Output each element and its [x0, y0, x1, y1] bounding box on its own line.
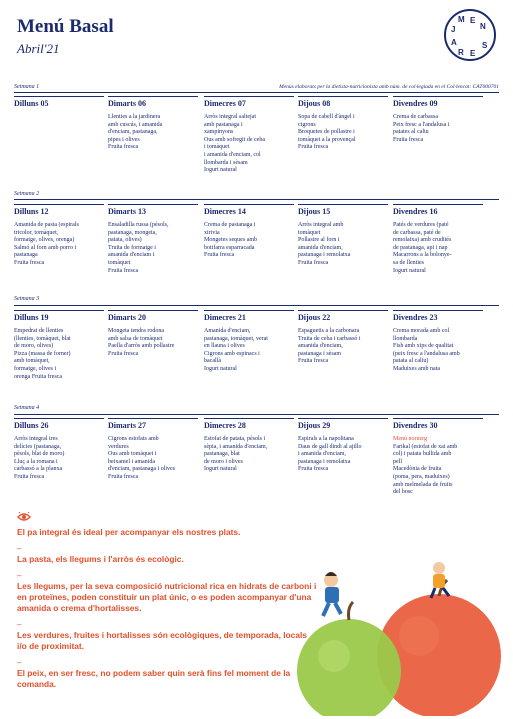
day-cell	[393, 204, 483, 275]
special-menu-badge: Menú noruerg	[393, 436, 428, 442]
day-heading: Divendres 09	[393, 96, 483, 110]
day-cell	[393, 310, 483, 374]
week-label: Setmana 3	[14, 296, 40, 302]
children-on-apples-illustration	[289, 556, 509, 716]
day-cell	[204, 204, 294, 260]
credit-line: Menús elaborats per la dietista-nutricionista amb núm. de col·legiada en el Col·lencat: CAT000701	[279, 84, 499, 90]
day-menu: Crema morada amb col llombarda Fish amb xips de qualitat (peix fresc a l'andalusa amb patata al caliu) Maduixes amb nata	[393, 328, 460, 372]
day-menu: Menú noruerg Farikal (estofat de xai amb col) i patata bullida amb pell Macedònia de fruita (poma, pera, maduixes) amb melmelada de fruits del bosc	[393, 436, 483, 497]
day-menu: Crema de pastanaga i xirivia Mongetes seques amb botifarra esparracada Fruita fresca	[204, 222, 257, 259]
day-menu: Patés de verdures (paté de carbassa, paté de remolatxa) amb crudités de pastanaga, api i nap Macarrons a la bolonye- sa de llenties Iogurt natural	[393, 222, 452, 274]
day-heading: Dimarts 13	[108, 204, 198, 218]
day-cell	[204, 310, 294, 374]
day-cell	[298, 310, 388, 366]
logo-letter: S	[482, 41, 488, 50]
day-heading: Divendres 30	[393, 418, 483, 432]
day-menu: Espirals a la napolitana Daus de gall dindi al ajillo i amanida d'enciam, pastanaga i remolatxa Fruita fresca	[298, 436, 362, 473]
day-heading: Dimarts 06	[108, 96, 198, 110]
day-heading: Dimarts 27	[108, 418, 198, 432]
day-heading: Dimecres 14	[204, 204, 294, 218]
day-menu: Mongeta tendra rodona amb salsa de tomàquet Paella d'arròs amb pollastre Fruita fresca	[108, 328, 175, 357]
day-menu: Ensaladilla russa (pèsols, pastanaga, mongeta, patata, olives) Truita de formatge i amanida d'enciam i tomàquet Fruita fresca	[108, 222, 169, 274]
notes-section	[17, 511, 317, 690]
day-cell	[14, 204, 104, 268]
day-cell	[108, 96, 198, 152]
day-cell	[108, 418, 198, 482]
day-cell	[298, 204, 388, 268]
day-cell	[204, 96, 294, 175]
eye-icon	[17, 511, 317, 525]
day-heading: Divendres 23	[393, 310, 483, 324]
logo-letter: E	[470, 49, 476, 58]
divider: –	[17, 544, 22, 553]
day-menu: Arròs integral tres delícies (pastanaga, pèsols, blat de moro) Lluç a la romana i carbassó a la planxa Fruita fresca	[14, 436, 65, 480]
week-label: Setmana 4	[14, 405, 40, 411]
child-figure-left	[323, 572, 341, 616]
day-menu: Amanida d'enciam, pastanaga, tomàquet, verat en llauna i olives Cigrons amb espinacs i bacallà Iogurt natural	[204, 328, 268, 372]
day-cell	[393, 96, 483, 144]
logo-letter: A	[451, 38, 457, 47]
divider: –	[17, 620, 22, 629]
day-cell	[298, 418, 388, 474]
day-menu: Arròs integral saltejat amb pastanaga i xampinyons Ous amb sofregit de ceba i tomàquet i amanida d'enciam, col llombarda i sèsam Iogurt natural	[204, 114, 265, 174]
day-cell	[393, 418, 483, 497]
note-text: La pasta, els llegums i l'arròs és ecològic.	[17, 554, 184, 564]
day-heading: Dilluns 12	[14, 204, 104, 218]
logo-letter: N	[480, 22, 486, 31]
day-heading: Dijous 08	[298, 96, 388, 110]
day-menu: Empedrat de llenties (llenties, tomàquet, blat de moro, olives) Pizza (massa de forner) amb tomàquet, formatge, olives i orenga Fruita fresca	[14, 328, 71, 380]
week-divider	[14, 199, 499, 200]
day-cell	[298, 96, 388, 152]
day-cell	[108, 204, 198, 275]
day-heading: Dilluns 05	[14, 96, 104, 110]
day-cell	[108, 310, 198, 358]
day-heading: Dimecres 28	[204, 418, 294, 432]
day-cell	[14, 310, 104, 381]
day-menu: Estofat de patata, pèsols i sèpia, i amanida d'enciam, pastanaga, blat de moro i olives Iogurt natural	[204, 436, 268, 473]
note-text: Les llegums, per la seva composició nutricional rica en hidrats de carboni i en proteïnes, poden constituir un plat únic, o es poden acompanyar d'una amanida o crema d'hortalisses.	[17, 581, 317, 613]
logo-letter: M	[458, 15, 465, 24]
week-divider	[14, 92, 499, 93]
day-menu: Espaguetis a la carbonara Truita de ceba i carbassó i amanida d'enciam, pastanaga i sèsam Fruita fresca	[298, 328, 361, 365]
day-heading: Dilluns 19	[14, 310, 104, 324]
day-menu: Arròs integral amb tomàquet Pollastre al forn i amanida d'enciam, pastanaga i remolatxa Fruita fresca	[298, 222, 351, 266]
day-cell	[204, 418, 294, 474]
day-heading: Dimecres 21	[204, 310, 294, 324]
day-heading: Dijous 15	[298, 204, 388, 218]
day-heading: Dimecres 07	[204, 96, 294, 110]
logo-letter: E	[470, 16, 476, 25]
page-title: Menú Basal	[17, 16, 114, 37]
day-heading: Dimarts 20	[108, 310, 198, 324]
week-divider	[14, 414, 499, 415]
day-cell	[14, 418, 104, 482]
green-apple	[297, 602, 401, 716]
day-heading: Divendres 16	[393, 204, 483, 218]
week-label: Setmana 1	[14, 84, 40, 90]
day-cell	[14, 96, 104, 110]
day-menu: Amanida de pasta (espirals tricolor, tomàquet, formatge, olives, orenga) Salmó al forn amb porro i pastanaga Fruita fresca	[14, 222, 79, 266]
note-text: El peix, en ser fresc, no podem saber quin serà fins fel moment de la comanda.	[17, 668, 291, 689]
note-text: El pa integral és ideal per acompanyar els nostres plats.	[17, 527, 241, 537]
divider: –	[17, 658, 22, 667]
logo-letter: J	[451, 25, 456, 34]
note-text: Les verdures, fruites i hortalisses són ecològiques, de temporada, locals i/o de proximitat.	[17, 630, 307, 651]
page-subtitle: Abril'21	[17, 41, 60, 56]
menjares-logo	[444, 9, 496, 61]
week-divider	[14, 305, 499, 306]
week-label: Setmana 2	[14, 191, 40, 197]
day-heading: Dilluns 26	[14, 418, 104, 432]
day-menu: Sopa de cabell d'àngel i cigrons Broquetes de pollastre i tomàquet a la provençal Fruita fresca	[298, 114, 356, 151]
divider: –	[17, 571, 22, 580]
logo-letter: R	[458, 48, 464, 57]
day-heading: Dijous 22	[298, 310, 388, 324]
day-menu: Cigrons estofats amb verdures Ous amb tomàquet i beixamel i amanida d'enciam, pastanaga i olives Fruita fresca	[108, 436, 176, 480]
day-menu: Llenties a la jardinera amb cuscús, i amanida d'enciam, pastanaga, pipes i olives Fruita fresca	[108, 114, 163, 151]
day-heading: Dijous 29	[298, 418, 388, 432]
day-menu: Crema de carbassa Peix fresc a l'andalusa i patates al caliu Fruita fresca	[393, 114, 450, 143]
